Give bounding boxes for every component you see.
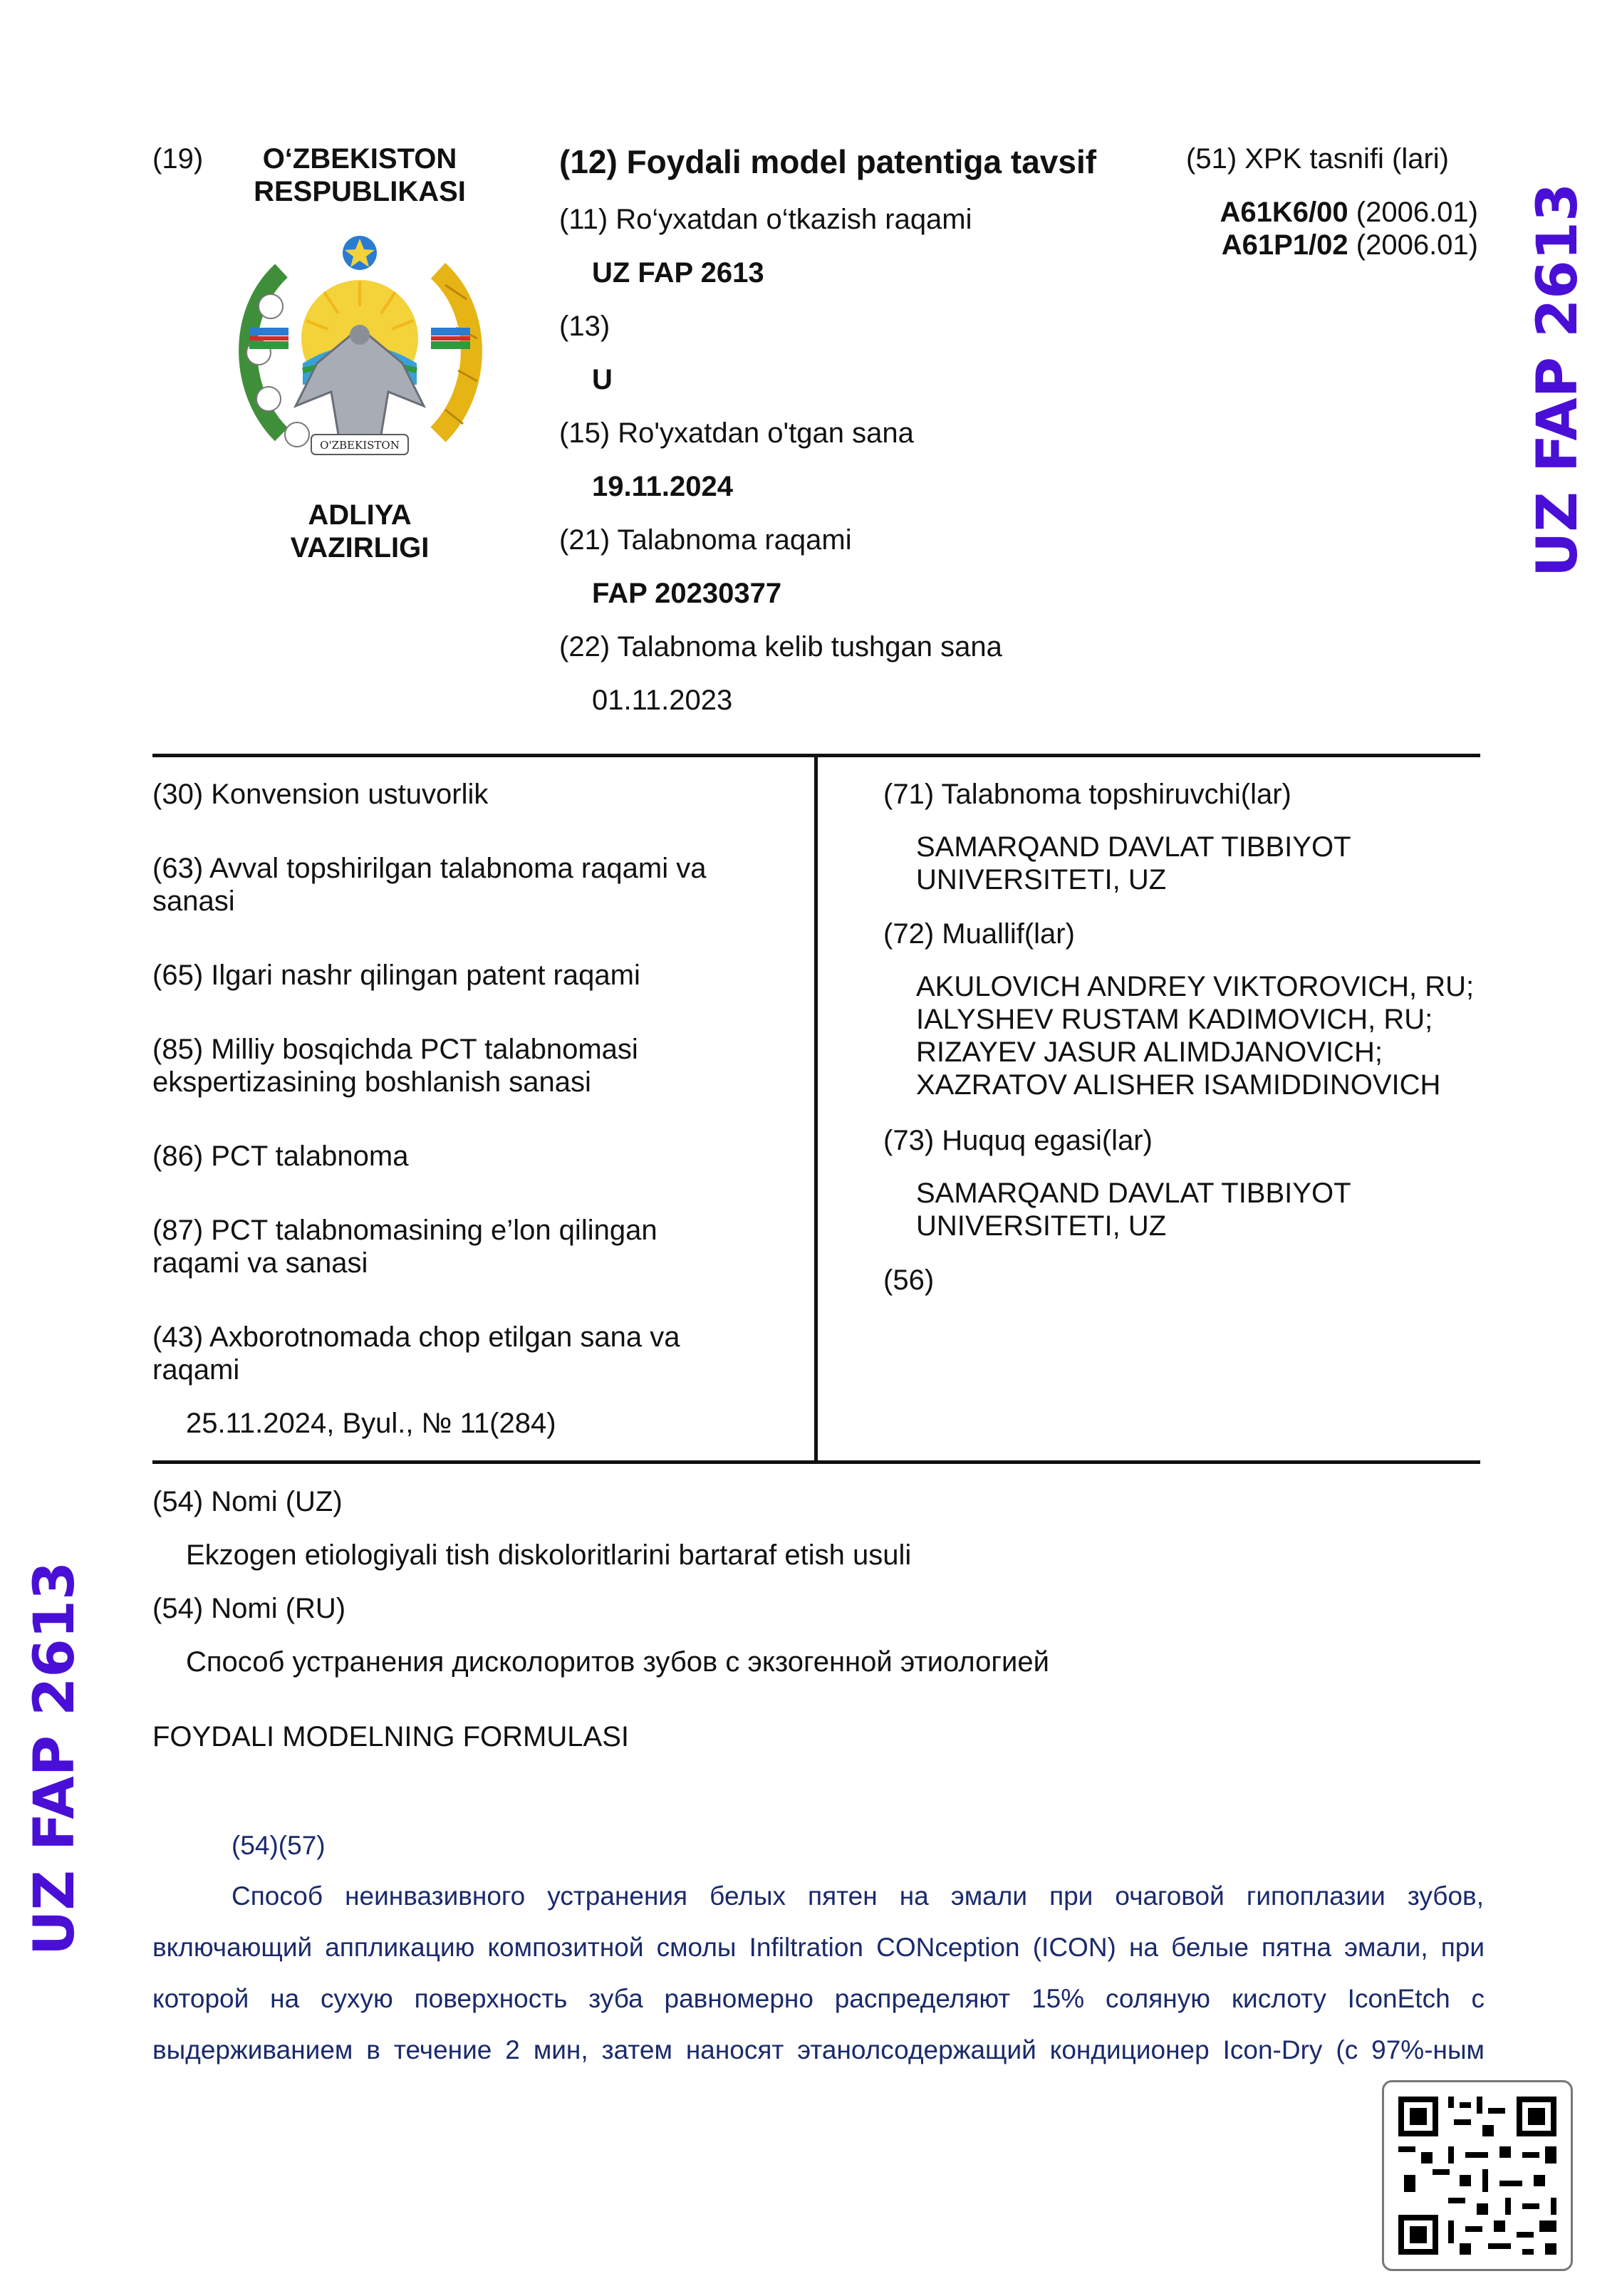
title-ru-label: (54) Nomi (RU) (152, 1593, 346, 1624)
field-21-label: (21) Talabnoma raqami (559, 524, 852, 556)
field-63: (63) Avval topshirilgan talabnoma raqami va sanasi (152, 853, 707, 917)
field-15-label: (15) Ro'yxatdan o'tgan sana (559, 417, 914, 449)
ministry-line-1: ADLIYA (308, 499, 412, 531)
side-label-top: UZ FAP 2613 (1526, 182, 1590, 577)
emblem-ribbon-text: O'ZBEKISTON (320, 439, 400, 452)
field-87: (87) PCT talabnomasining e’lon qilingan raqami va sanasi (152, 1215, 657, 1279)
field-30: (30) Konvension ustuvorlik (152, 779, 489, 810)
field-56: (56) (883, 1264, 935, 1296)
field-65: (65) Ilgari nashr qilingan patent raqami (152, 960, 640, 991)
side-label-bottom: UZ FAP 2613 (23, 1561, 87, 1955)
formula-line-2: включающий аппликацию композитной смолы Infiltration CONception (ICON) на белые пятна эмали, при (152, 1933, 1485, 1962)
country-line-2: RESPUBLIKASI (254, 176, 466, 207)
classification-label: (51) XPK tasnifi (lari) (1186, 143, 1449, 175)
field-11-label: (11) Ro‘yxatdan o‘tkazish raqami (559, 204, 972, 235)
field-15-value: 19.11.2024 (592, 471, 733, 502)
classification-item (1140, 229, 1478, 261)
title-uz-label: (54) Nomi (UZ) (152, 1486, 343, 1517)
field-72: (72) Muallif(lar) (883, 918, 1075, 950)
field-85: (85) Milliy bosqichda PCT talabnomasi ekspertizasining boshlanish sanasi (152, 1034, 638, 1098)
formula-code: (54)(57) (232, 1831, 326, 1860)
title-uz-value: Ekzogen etiologiyali tish diskoloritlarini bartaraf etish usuli (186, 1539, 912, 1571)
formula-line-3: которой на сухую поверхность зуба равномерно распределяют 15% соляную кислоту IconEtch с (152, 1984, 1485, 2013)
field-72-value: AKULOVICH ANDREY VIKTOROVICH, RU; IALYSHEV RUSTAM KADIMOVICH, RU; RIZAYEV JASUR ALIMDJANOVICH; XAZRATOV ALISHER ISAMIDDINOVICH (916, 971, 1475, 1101)
field-13-label: (13) (559, 311, 610, 342)
ministry-name (235, 499, 484, 564)
field-13-value: U (592, 364, 613, 395)
field-73: (73) Huquq egasi(lar) (883, 1125, 1153, 1156)
rule-bottom (152, 1460, 1480, 1464)
classification-list (1140, 196, 1478, 261)
code-19: (19) (152, 143, 204, 175)
field-73-value: SAMARQAND DAVLAT TIBBIYOT UNIVERSITETI, UZ (916, 1178, 1351, 1242)
field-22-value: 01.11.2023 (592, 685, 733, 716)
state-emblem (232, 221, 488, 477)
classification-item (1140, 196, 1478, 229)
field-21-value: FAP 20230377 (592, 578, 782, 609)
country-line-1: O‘ZBEKISTON (262, 143, 457, 175)
field-22-label: (22) Talabnoma kelib tushgan sana (559, 631, 1002, 663)
field-71-value: SAMARQAND DAVLAT TIBBIYOT UNIVERSITETI, UZ (916, 831, 1351, 895)
formula-heading: FOYDALI MODELNING FORMULASI (152, 1721, 629, 1752)
formula-line-4: выдерживанием в течение 2 мин, затем наносят этанолсодержащий кондиционер Icon-Dry (с 97%-ным (152, 2035, 1485, 2064)
ministry-line-2: VAZIRLIGI (290, 532, 430, 563)
field-71: (71) Talabnoma topshiruvchi(lar) (883, 779, 1291, 810)
classification-version: (2006.01) (1356, 197, 1478, 228)
document-title: (12) Foydali model patentiga tavsif (559, 143, 1097, 180)
classification-version: (2006.01) (1356, 229, 1478, 261)
rule-middle-vertical (814, 754, 818, 1463)
title-ru-value: Способ устранения дисколоритов зубов с экзогенной этиологией (186, 1646, 1049, 1678)
qr-code (1382, 2080, 1573, 2271)
country-name (235, 142, 484, 208)
classification-code: A61K6/00 (1220, 197, 1348, 228)
field-86: (86) PCT talabnoma (152, 1141, 409, 1172)
field-43: (43) Axborotnomada chop etilgan sana va raqami (152, 1321, 680, 1386)
field-43-value: 25.11.2024, Byul., № 11(284) (186, 1408, 556, 1439)
field-11-value: UZ FAP 2613 (592, 257, 764, 289)
formula-line-1: Способ неинвазивного устранения белых пятен на эмали при очаговой гипоплазии зубов, (232, 1881, 1484, 1911)
classification-code: A61P1/02 (1221, 229, 1348, 261)
